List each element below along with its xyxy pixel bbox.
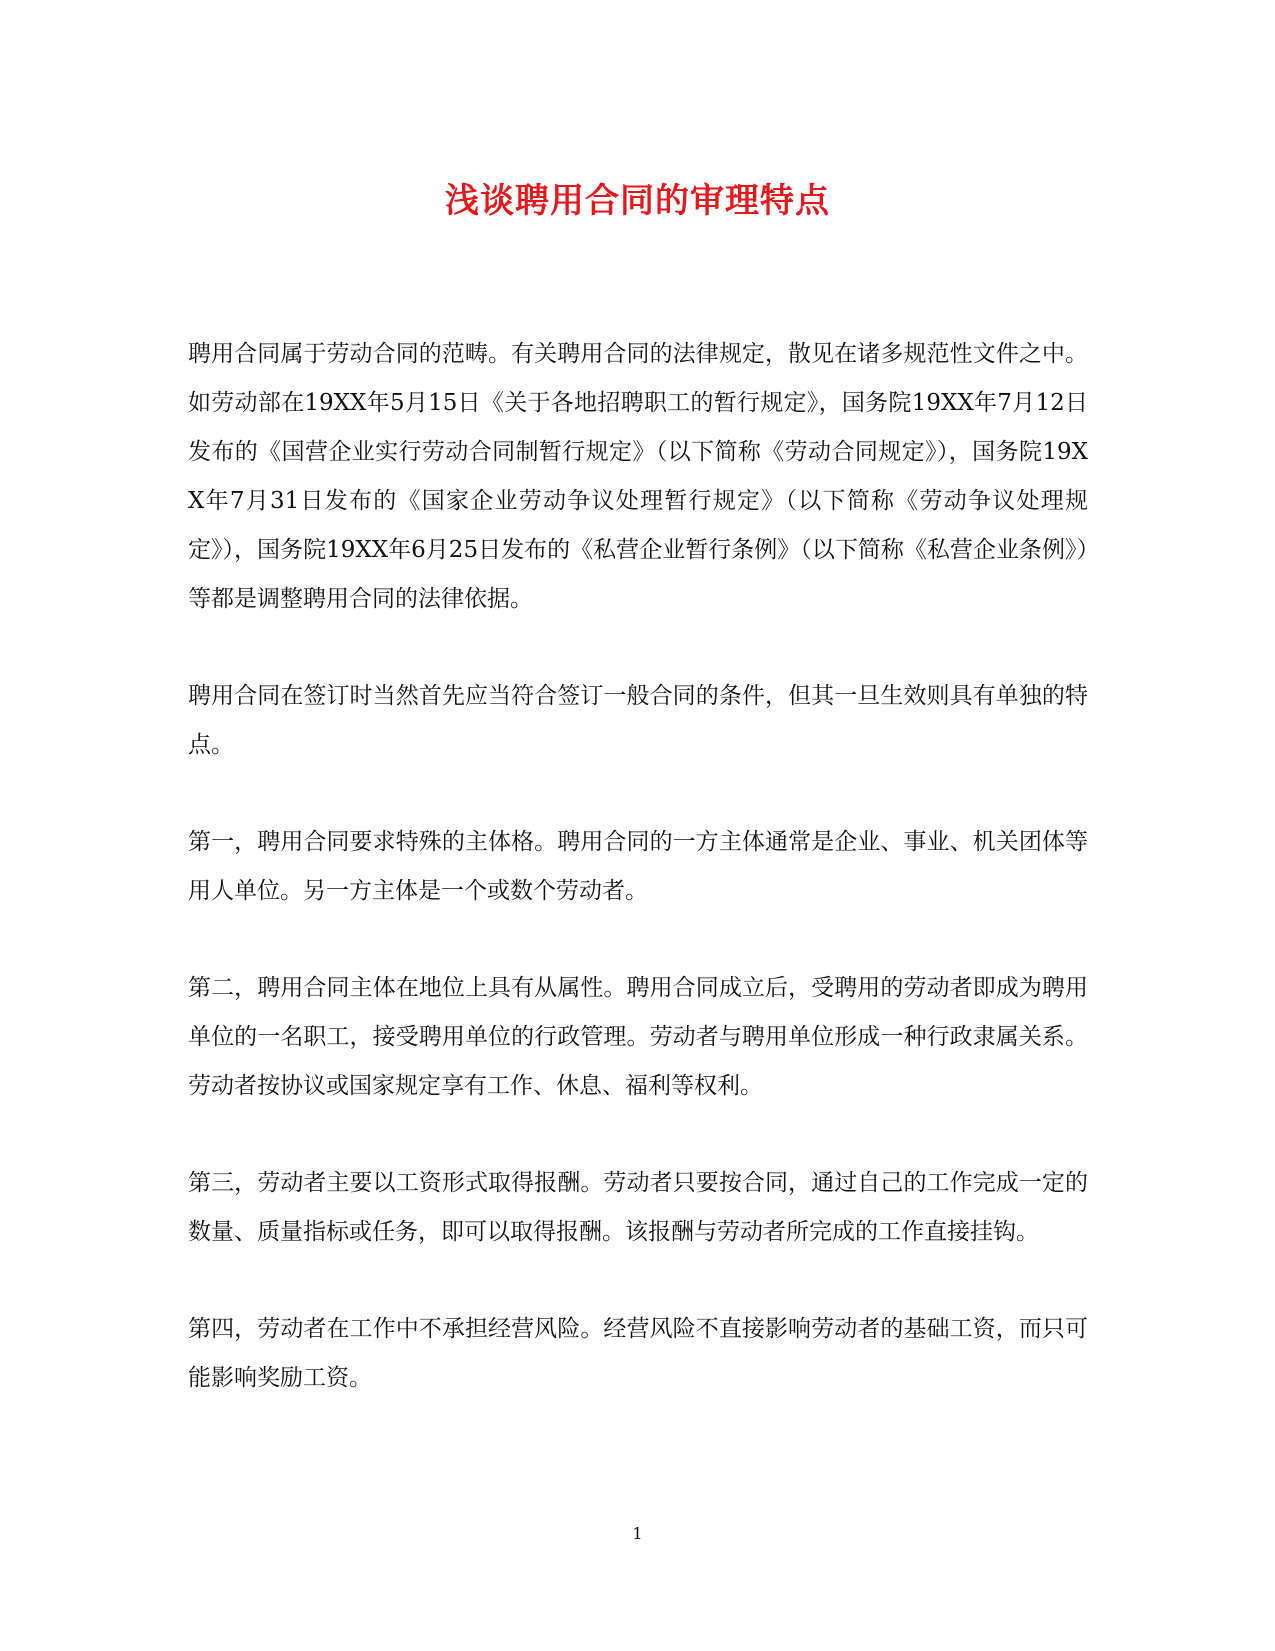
document-body [188, 330, 1088, 1451]
paragraph-fourth-feature: 第四，劳动者在工作中不承担经营风险。经营风险不直接影响劳动者的基础工资，而只可能影响奖励工资。 [188, 1316, 1088, 1391]
paragraph-second-feature: 第二，聘用合同主体在地位上具有从属性。聘用合同成立后，受聘用的劳动者即成为聘用单位的一名职工，接受聘用单位的行政管理。劳动者与聘用单位形成一种行政隶属关系。劳动者按协议或国家规定享有工作、休息、福利等权利。 [188, 975, 1088, 1099]
paragraph-intro: 聘用合同属于劳动合同的范畴。有关聘用合同的法律规定，散见在诸多规范性文件之中。如劳动部在19XX年5月15日《关于各地招聘职工的暂行规定》，国务院19XX年7月12日发布的《国营企业实行劳动合同制暂行规定》（以下简称《劳动合同规定》），国务院19XX年7月31日发布的《国家企业劳动争议处理暂行规定》（以下简称《劳动争议处理规定》），国务院19XX年6月25日发布的《私营企业暂行条例》（以下简称《私营企业条例》）等都是调整聘用合同的法律依据。 [188, 341, 1088, 612]
paragraph-conditions: 聘用合同在签订时当然首先应当符合签订一般合同的条件，但其一旦生效则具有单独的特点。 [188, 683, 1088, 758]
paragraph-first-feature: 第一，聘用合同要求特殊的主体格。聘用合同的一方主体通常是企业、事业、机关团体等用人单位。另一方主体是一个或数个劳动者。 [188, 829, 1088, 904]
paragraph-third-feature: 第三，劳动者主要以工资形式取得报酬。劳动者只要按合同，通过自己的工作完成一定的数量、质量指标或任务，即可以取得报酬。该报酬与劳动者所完成的工作直接挂钩。 [188, 1170, 1088, 1245]
document-title: 浅谈聘用合同的审理特点 [445, 181, 830, 221]
page-number: 1 [632, 1524, 643, 1543]
